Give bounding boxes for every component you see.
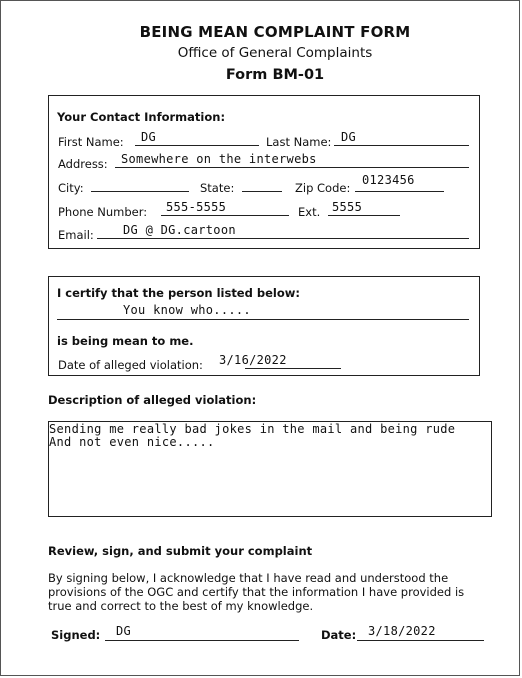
form-id: Form BM-01	[225, 67, 325, 83]
sign-date-label: Date:	[321, 628, 357, 642]
city-field[interactable]	[91, 191, 189, 192]
city-label: City:	[58, 181, 84, 195]
review-statement: By signing below, I acknowledge that I have read and understood the provisions of the OGC and certify that the information I have provided is true and correct to the best of my knowledge.	[48, 571, 465, 613]
description-line-2: And not even nice.....	[49, 435, 215, 449]
signature-field[interactable]	[105, 640, 299, 641]
contact-info-section	[48, 95, 480, 249]
form-subtitle: Office of General Complaints	[177, 45, 373, 61]
last-name-value: DG	[341, 130, 357, 144]
description-heading: Description of alleged violation:	[48, 393, 257, 407]
zip-field[interactable]	[355, 191, 444, 192]
ext-label: Ext.	[298, 205, 321, 219]
review-heading: Review, sign, and submit your complaint	[48, 544, 313, 558]
phone-value: 555-5555	[166, 200, 227, 214]
zip-value: 0123456	[362, 173, 415, 187]
accused-person-field[interactable]	[57, 319, 469, 320]
certify-heading: I certify that the person listed below:	[57, 286, 300, 300]
email-field[interactable]	[97, 238, 469, 239]
signature-value: DG	[116, 624, 132, 638]
certify-section	[48, 276, 480, 376]
first-name-field[interactable]	[135, 145, 259, 146]
state-field[interactable]	[242, 191, 282, 192]
ext-field[interactable]	[328, 215, 400, 216]
violation-date-value: 3/16/2022	[219, 353, 287, 367]
ext-value: 5555	[332, 200, 363, 214]
contact-heading: Your Contact Information:	[57, 110, 226, 124]
violation-date-label: Date of alleged violation:	[58, 358, 203, 372]
address-label: Address:	[58, 157, 108, 171]
sign-date-field[interactable]	[357, 640, 484, 641]
last-name-field[interactable]	[334, 145, 469, 146]
address-value: Somewhere on the interwebs	[121, 152, 317, 166]
form-title: BEING MEAN COMPLAINT FORM	[139, 23, 411, 41]
phone-field[interactable]	[161, 215, 289, 216]
violation-date-field[interactable]	[245, 368, 341, 369]
first-name-value: DG	[141, 130, 157, 144]
accused-person-value: You know who.....	[123, 303, 251, 317]
description-line-1: Sending me really bad jokes in the mail and being rude	[49, 422, 456, 436]
first-name-label: First Name:	[58, 135, 124, 149]
signed-label: Signed:	[51, 628, 101, 642]
description-textarea[interactable]	[48, 421, 492, 517]
sign-date-value: 3/18/2022	[368, 624, 436, 638]
phone-label: Phone Number:	[58, 205, 148, 219]
zip-label: Zip Code:	[295, 181, 351, 195]
email-value: DG @ DG.cartoon	[123, 223, 236, 237]
last-name-label: Last Name:	[266, 135, 332, 149]
certify-mean-text: is being mean to me.	[57, 334, 194, 348]
state-label: State:	[200, 181, 235, 195]
email-label: Email:	[58, 228, 94, 242]
address-field[interactable]	[115, 167, 469, 168]
